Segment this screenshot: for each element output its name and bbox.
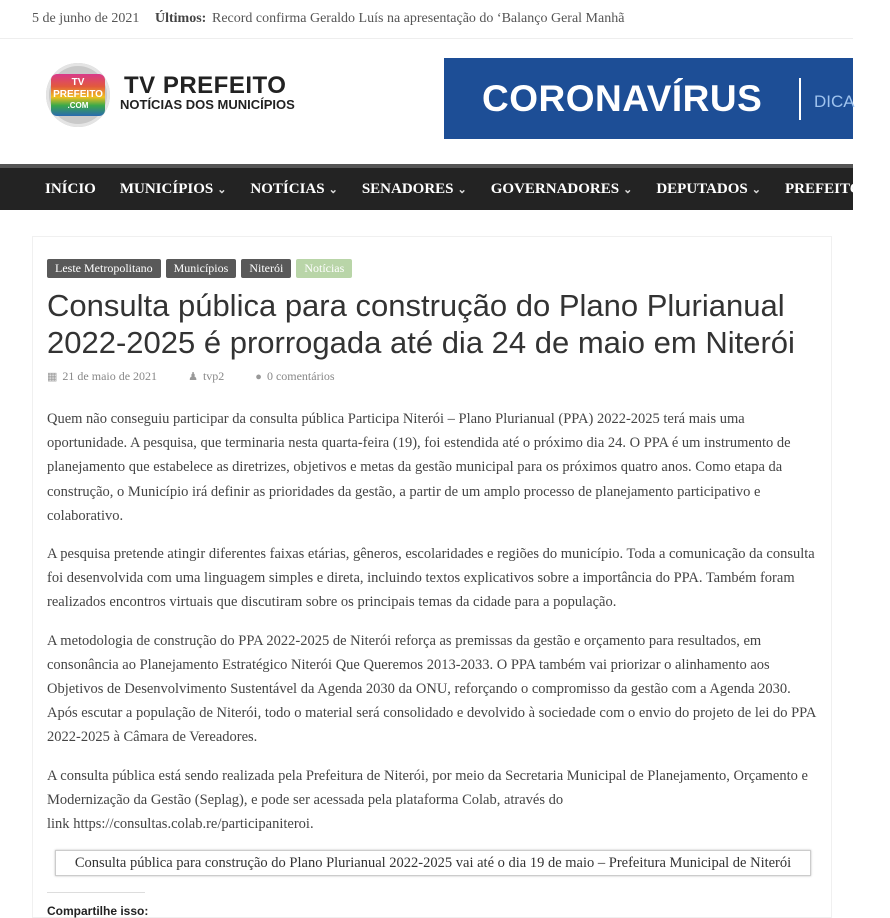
article-meta bbox=[47, 369, 363, 384]
article-paragraph bbox=[47, 764, 822, 837]
post-date-text: 21 de maio de 2021 bbox=[62, 369, 158, 383]
chevron-down-icon: ⌄ bbox=[751, 184, 761, 196]
article-paragraph: A pesquisa pretende atingir diferentes faixas etárias, gêneros, escolaridades e regiões do município. Toda a comunicação da consulta foi desenvolvida com uma linguagem simples e direta, incluindo textos explicativos sobre a importância do PPA. Também foram realizados encontros virtuais que discutiram sobre os principais temas da cidade para a população. bbox=[47, 546, 815, 611]
logo-text-prefeito: PREFEITO bbox=[53, 89, 103, 100]
site-tagline: NOTÍCIAS DOS MUNICÍPIOS bbox=[120, 97, 295, 112]
main-navigation bbox=[0, 164, 870, 210]
site-header bbox=[0, 39, 853, 163]
nav-label: PREFEITOS bbox=[784, 181, 870, 197]
chevron-down-icon: ⌄ bbox=[217, 184, 227, 196]
nav-item-senadores[interactable] bbox=[362, 168, 467, 211]
nav-label: SENADORES bbox=[361, 181, 454, 197]
nav-label: DEPUTADOS bbox=[656, 181, 748, 197]
logo-text-com: .COM bbox=[67, 101, 89, 110]
article-title: Consulta pública para construção do Plano Plurianual 2022-2025 é prorrogada até dia 24 de maio em Niterói bbox=[47, 288, 795, 360]
latest-news-label: Últimos: bbox=[155, 11, 207, 26]
logo-badge bbox=[51, 74, 105, 116]
nav-item-deputados[interactable] bbox=[656, 168, 761, 211]
comment-icon: ● bbox=[255, 371, 262, 383]
paragraph-text: A consulta pública está sendo realizada pela Prefeitura de Niterói, por meio da Secretaria Municipal de Planejamento, Orçamento e Modernização da Gestão (Seplag), e pode ser acessada pela plataforma Colab, através do bbox=[47, 767, 808, 808]
post-comments-text: 0 comentários bbox=[266, 369, 335, 383]
banner-subtext: DICA bbox=[814, 92, 855, 111]
user-icon: ♟ bbox=[188, 371, 198, 383]
calendar-icon: ▦ bbox=[47, 371, 58, 383]
latest-news-ticker-link[interactable]: Record confirma Geraldo Luís na apresentação do ‘Balanço Geral Manhã bbox=[212, 11, 625, 26]
chevron-down-icon: ⌄ bbox=[328, 184, 338, 196]
post-date[interactable] bbox=[47, 369, 171, 383]
chevron-down-icon: ⌄ bbox=[457, 184, 467, 196]
logo-text-tv: TV bbox=[71, 77, 85, 88]
nav-label: MUNICÍPIOS bbox=[119, 181, 214, 197]
colab-link[interactable]: https://consultas.colab.re/participaniteroi. bbox=[73, 816, 314, 833]
top-bar bbox=[0, 0, 853, 39]
site-logo[interactable] bbox=[46, 63, 110, 127]
nav-label: GOVERNADORES bbox=[490, 181, 620, 197]
article-paragraph: Quem não conseguiu participar da consulta pública Participa Niterói – Plano Plurianual (PPA) 2022-2025 terá mais uma oportunidade. A pesquisa, que terminaria nesta quarta-feira (19), foi estendida até o próximo dia 24. O PPA é um instrumento de planejamento que estabelece as diretrizes, objetivos e metas da gestão municipal para os próximos quatro anos. Como etapa da construção, o Município irá definir as prioridades da gestão, a partir de um amplo processo de planejamento participativo e colaborativo. bbox=[47, 411, 791, 524]
embedded-post-link[interactable]: Consulta pública para construção do Plano Plurianual 2022-2025 vai até o dia 19 de maio – Prefeitura Municipal de Niterói bbox=[55, 850, 811, 876]
share-label: Compartilhe isso: bbox=[47, 904, 149, 918]
post-comments[interactable] bbox=[255, 369, 348, 383]
category-tag[interactable]: Municípios bbox=[166, 259, 237, 278]
article-paragraph: A metodologia de construção do PPA 2022-2025 de Niterói reforça as premissas da gestão e orçamento para resultados, em consonância ao Planejamento Estratégico Niterói Que Queremos 2013-2033. O PPA também vai priorizar o alinhamento aos Objetivos de Desenvolvimento Sustentável da Agenda 2030 da ONU, reforçando o compromisso da gestão com a Agenda 2030. Após escutar a população de Niterói, todo o material será consolidado e devolvido à sociedade com o envio do projeto de lei do PPA 2022-2025 à Câmara de Vereadores. bbox=[47, 632, 816, 746]
nav-label: NOTÍCIAS bbox=[250, 181, 325, 197]
nav-item-prefeitos[interactable] bbox=[785, 168, 870, 210]
article-container bbox=[32, 236, 832, 918]
post-author[interactable] bbox=[188, 369, 238, 383]
banner-divider bbox=[799, 78, 801, 120]
article-body bbox=[47, 407, 822, 850]
site-title[interactable]: TV PREFEITO bbox=[124, 72, 287, 99]
link-prefix: link bbox=[47, 816, 70, 833]
nav-item-municipios[interactable] bbox=[120, 168, 227, 211]
banner-headline: CORONAVÍRUS bbox=[482, 78, 763, 119]
coronavirus-banner-ad[interactable] bbox=[444, 58, 853, 139]
category-tags bbox=[47, 259, 353, 278]
category-tag[interactable]: Notícias bbox=[296, 259, 352, 278]
current-date: 5 de junho de 2021 bbox=[32, 11, 140, 26]
chevron-down-icon: ⌄ bbox=[623, 184, 633, 196]
share-divider bbox=[47, 892, 145, 893]
category-tag[interactable]: Leste Metropolitano bbox=[47, 259, 161, 278]
post-author-text: tvp2 bbox=[202, 369, 225, 383]
category-tag[interactable]: Niterói bbox=[241, 259, 291, 278]
nav-label: INÍCIO bbox=[45, 181, 96, 197]
nav-item-inicio[interactable] bbox=[45, 168, 96, 210]
nav-item-noticias[interactable] bbox=[250, 168, 337, 211]
nav-item-governadores[interactable] bbox=[491, 168, 633, 211]
